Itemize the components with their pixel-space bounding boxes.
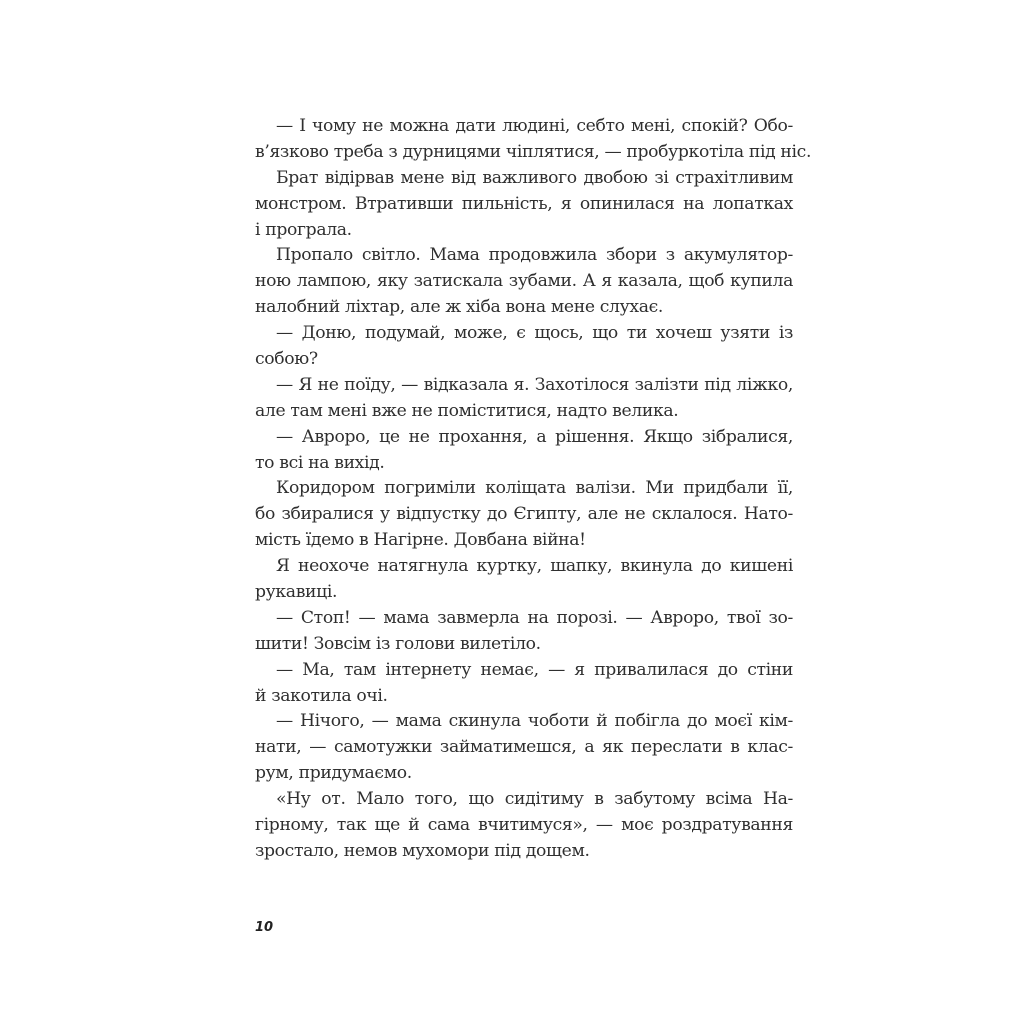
text-line: в’язково треба з дурницями чіплятися, — пробуркотіла під ніс. [255,141,812,162]
paragraph-2 [255,166,793,244]
text-line: гірному, так ще й сама вчитимуся», — моє роздратування [255,815,793,836]
paragraph-4 [255,321,793,373]
text-line: — Нічого, — мама скинула чоботи й побігла до моєї кім- [276,711,793,732]
text-line: — Ма, там інтернету немає, — я привалилася до стіни [276,659,793,680]
paragraph-3 [255,243,793,321]
text-line: шити! Зовсім із голови вилетіло. [255,633,541,654]
paragraph-8 [255,554,793,606]
text-line: й закотила очі. [255,685,388,706]
paragraph-10 [255,658,793,710]
text-line: — Стоп! — мама завмерла на порозі. — Авроро, твої зо- [276,607,793,628]
text-line: Коридором погриміли коліщата валізи. Ми придбали її, [276,478,793,499]
text-line: нати, — самотужки займатимешся, а як переслати в клас- [255,737,793,758]
paragraph-9 [255,606,793,658]
body-text [255,114,812,865]
paragraph-6 [255,425,793,477]
text-line: і програла. [255,219,352,240]
text-line: але там мені вже не поміститися, надто велика. [255,400,679,421]
text-line: Я неохоче натягнула куртку, шапку, вкинула до кишені [276,556,793,577]
text-line: то всі на вихід. [255,452,385,473]
text-line: рум, придумаємо. [255,763,412,784]
text-line: Брат відірвав мене від важливого двобою зі страхітливим [276,167,793,188]
paragraph-11 [255,709,793,787]
text-line: ною лампою, яку затискала зубами. А я казала, щоб купила [255,271,793,292]
paragraph-12 [255,787,793,865]
paragraph-1 [255,114,812,166]
text-line: — Я не поїду, — відказала я. Захотілося залізти під ліжко, [276,374,793,395]
text-line: налобний ліхтар, але ж хіба вона мене слухає. [255,297,664,318]
text-line: собою? [255,349,318,370]
text-line: мість їдемо в Нагірне. Довбана війна! [255,530,586,551]
page-number: 10 [255,920,274,935]
text-line: рукавиці. [255,582,338,603]
text-line: зростало, немов мухомори під дощем. [255,840,590,861]
paragraph-5 [255,373,793,425]
text-line: — Доню, подумай, може, є щось, що ти хочеш узяти із [276,323,793,344]
text-line: «Ну от. Мало того, що сидітиму в забутому всіма На- [276,789,793,810]
text-line: Пропало світло. Мама продовжила збори з акумулятор- [276,245,793,266]
text-line: — І чому не можна дати людині, себто мені, спокій? Обо- [276,116,793,136]
text-line: монстром. Втративши пильність, я опинилася на лопатках [255,193,793,214]
paragraph-7 [255,476,793,554]
text-line: — Авроро, це не прохання, а рішення. Якщо зібралися, [276,426,793,447]
text-line: бо збиралися у відпустку до Єгипту, але не склалося. Нато- [255,504,793,525]
